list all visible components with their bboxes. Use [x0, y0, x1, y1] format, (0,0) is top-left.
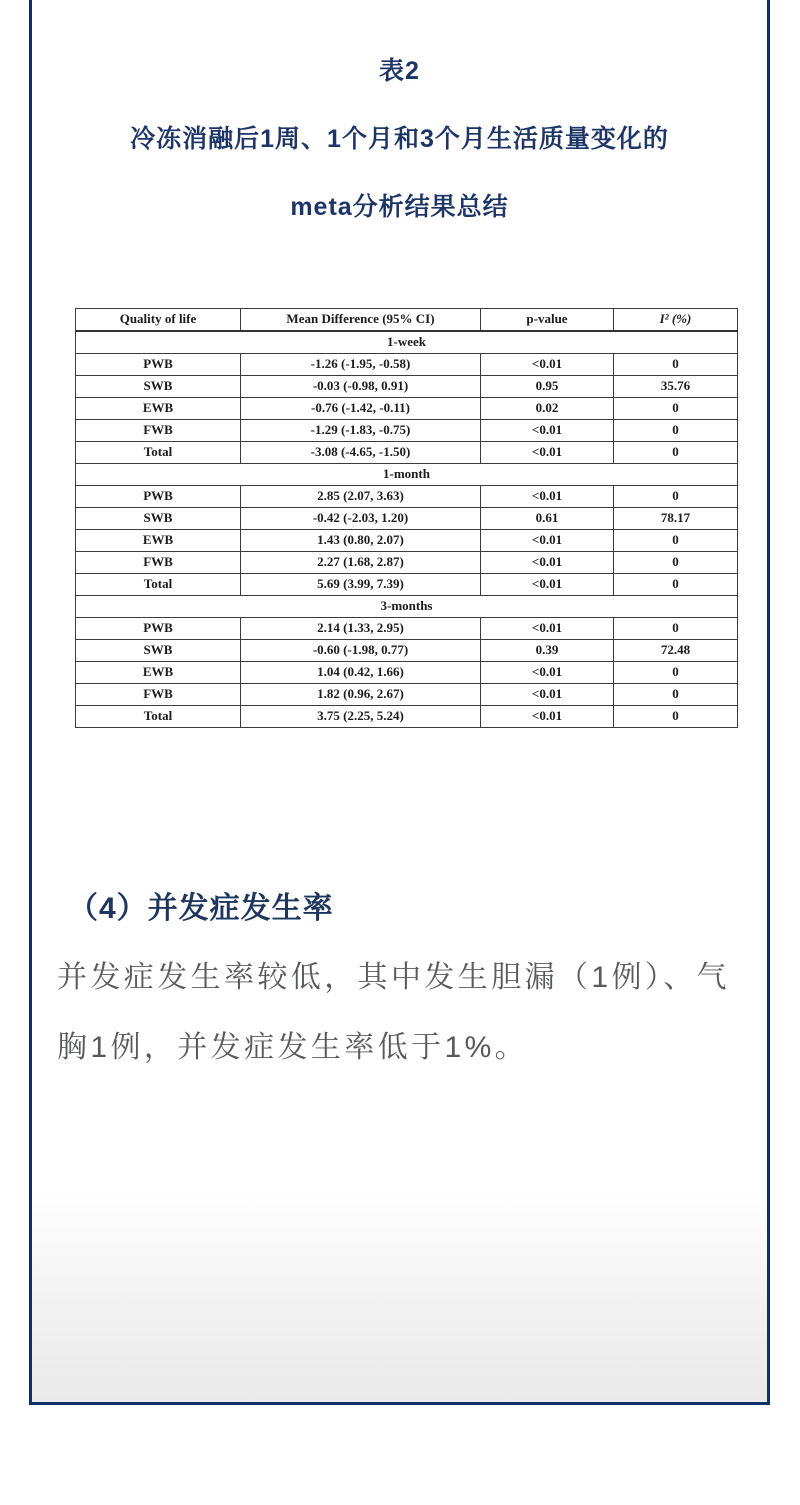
table-cell: <0.01 — [481, 442, 614, 464]
section-4-heading: （4）并发症发生率 — [68, 892, 334, 925]
table-cell: 0.02 — [481, 398, 614, 420]
table-cell: 0.61 — [481, 508, 614, 530]
table-row — [76, 552, 738, 574]
table-row — [76, 508, 738, 530]
table-cell: SWB — [76, 640, 241, 662]
table-row — [76, 376, 738, 398]
timepoint-section-label: 1-month — [76, 464, 738, 486]
table-cell: 0 — [614, 706, 738, 728]
timepoint-section-row — [76, 596, 738, 618]
table-cell: 0 — [614, 354, 738, 376]
table-cell: 0 — [614, 530, 738, 552]
table-row — [76, 684, 738, 706]
article-card — [29, 0, 770, 1405]
table-cell: 0 — [614, 442, 738, 464]
table-cell: 78.17 — [614, 508, 738, 530]
table-row — [76, 530, 738, 552]
table-cell: 1.43 (0.80, 2.07) — [241, 530, 481, 552]
table-row — [76, 442, 738, 464]
table-cell: Total — [76, 442, 241, 464]
table-cell: <0.01 — [481, 618, 614, 640]
table-cell: EWB — [76, 530, 241, 552]
table-cell: Total — [76, 574, 241, 596]
table-row — [76, 486, 738, 508]
table-cell: -1.29 (-1.83, -0.75) — [241, 420, 481, 442]
table-cell: 0 — [614, 486, 738, 508]
table-cell: <0.01 — [481, 662, 614, 684]
table-cell: 3.75 (2.25, 5.24) — [241, 706, 481, 728]
table-cell: SWB — [76, 508, 241, 530]
column-header-p-value: p-value — [481, 309, 614, 332]
table-cell: Total — [76, 706, 241, 728]
table-cell: FWB — [76, 552, 241, 574]
table-cell: <0.01 — [481, 684, 614, 706]
table-cell: <0.01 — [481, 420, 614, 442]
column-header-i-squared: I² (%) — [614, 309, 738, 332]
quality-of-life-table — [75, 308, 738, 728]
table-row — [76, 662, 738, 684]
table-cell: <0.01 — [481, 530, 614, 552]
table-cell: <0.01 — [481, 706, 614, 728]
table-cell: 0 — [614, 420, 738, 442]
table-row — [76, 618, 738, 640]
table-cell: 0.95 — [481, 376, 614, 398]
table-caption-line2: meta分析结果总结 — [290, 193, 509, 221]
table-cell: 1.82 (0.96, 2.67) — [241, 684, 481, 706]
table-cell: -0.03 (-0.98, 0.91) — [241, 376, 481, 398]
timepoint-section-label: 1-week — [76, 331, 738, 354]
table-row — [76, 420, 738, 442]
table-caption-line1: 冷冻消融后1周、1个月和3个月生活质量变化的 — [130, 125, 669, 153]
table-cell: EWB — [76, 398, 241, 420]
table-cell: <0.01 — [481, 486, 614, 508]
table-cell: <0.01 — [481, 552, 614, 574]
table-cell: SWB — [76, 376, 241, 398]
table-cell: 35.76 — [614, 376, 738, 398]
table-cell: 2.27 (1.68, 2.87) — [241, 552, 481, 574]
table-cell: <0.01 — [481, 574, 614, 596]
table-row — [76, 640, 738, 662]
table-cell: -0.60 (-1.98, 0.77) — [241, 640, 481, 662]
table-cell: <0.01 — [481, 354, 614, 376]
table-cell: -0.76 (-1.42, -0.11) — [241, 398, 481, 420]
table-cell: 0 — [614, 552, 738, 574]
table-cell: 0 — [614, 684, 738, 706]
table-cell: -0.42 (-2.03, 1.20) — [241, 508, 481, 530]
section-4-paragraph — [57, 943, 769, 1083]
column-header-quality-of-life: Quality of life — [76, 309, 241, 332]
table-cell: -3.08 (-4.65, -1.50) — [241, 442, 481, 464]
paragraph-line-1: 并发症发生率较低，其中发生胆漏（1例）、气 — [57, 961, 731, 994]
table-row — [76, 574, 738, 596]
column-header-mean-difference-95-ci-: Mean Difference (95% CI) — [241, 309, 481, 332]
table-cell: 0 — [614, 398, 738, 420]
table-row — [76, 706, 738, 728]
table-cell: PWB — [76, 618, 241, 640]
table-cell: 2.14 (1.33, 2.95) — [241, 618, 481, 640]
timepoint-section-row — [76, 331, 738, 354]
table-cell: 0 — [614, 574, 738, 596]
table-cell: PWB — [76, 486, 241, 508]
table-cell: 1.04 (0.42, 1.66) — [241, 662, 481, 684]
table-caption — [32, 37, 767, 241]
timepoint-section-row — [76, 464, 738, 486]
table-cell: 5.69 (3.99, 7.39) — [241, 574, 481, 596]
table-cell: FWB — [76, 420, 241, 442]
table-row — [76, 354, 738, 376]
table-cell: PWB — [76, 354, 241, 376]
meta-analysis-table-scan — [75, 308, 738, 728]
table-cell: FWB — [76, 684, 241, 706]
table-cell: 0.39 — [481, 640, 614, 662]
timepoint-section-label: 3-months — [76, 596, 738, 618]
table-cell: EWB — [76, 662, 241, 684]
table-cell: 2.85 (2.07, 3.63) — [241, 486, 481, 508]
table-caption-number: 表2 — [379, 57, 420, 85]
table-cell: 0 — [614, 662, 738, 684]
paragraph-line-2: 胸1例，并发症发生率低于1%。 — [57, 1031, 529, 1064]
table-cell: -1.26 (-1.95, -0.58) — [241, 354, 481, 376]
table-cell: 0 — [614, 618, 738, 640]
table-header-row — [76, 309, 738, 332]
table-cell: 72.48 — [614, 640, 738, 662]
table-row — [76, 398, 738, 420]
